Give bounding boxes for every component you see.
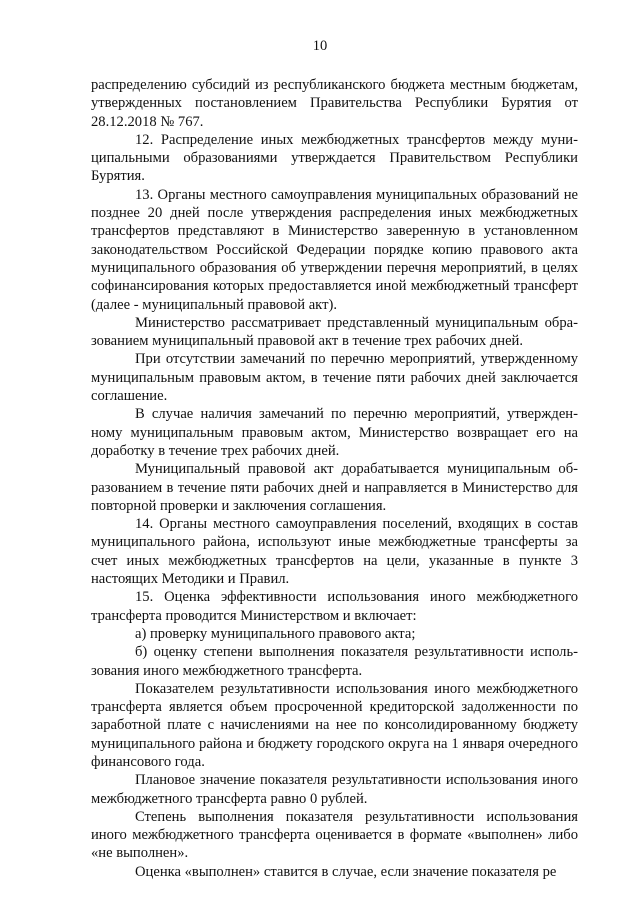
paragraph: В случае наличия замечаний по перечню мероприятий, утвержденному муниципальным правовым актом, Министерство возвращает его на доработку в течение трех рабочих дней. — [91, 406, 578, 459]
paragraph: Оценка «выполнен» ставится в случае, если значение показателя ре — [135, 863, 557, 880]
paragraph: Муниципальный правовой акт дорабатывается муниципальным образованием в течение пяти рабочих дней и направляется в Министерство для повторной проверки и заключения соглашения. — [91, 461, 578, 514]
paragraph: При отсутствии замечаний по перечню мероприятий, утвержденному муниципальным правовым актом, в течение пяти рабочих дней заключается соглашение. — [91, 351, 578, 405]
paragraph: Степень выполнения показателя результативности использования иного межбюджетного трансферта оценивается в формате «выполнен» либо «не выполнен». — [91, 808, 578, 862]
paragraph-item-15: 15. Оценка эффективности использования иного межбюджетного трансферта проводится Министерством и включает: — [91, 589, 578, 624]
list-item-a: а) проверку муниципального правового акта; — [135, 625, 416, 642]
page-number: 10 — [312, 38, 328, 54]
paragraph-continuation: распределению субсидий из республиканского бюджета местным бюджетам, утвержденных постановлением Правительства Республики Бурятия от 28.12.2018 № 767. — [91, 77, 578, 130]
paragraph: Министерство рассматривает представленный муниципальным образованием муниципальный правовой акт в течение трех рабочих дней. — [91, 314, 578, 350]
paragraph: Плановое значение показателя результативности использования иного межбюджетного трансферта равно 0 рублей. — [91, 772, 578, 807]
paragraph-item-14: 14. Органы местного самоуправления поселений, входящих в состав муниципального района, используют иные межбюджетные трансферты за счет иных межбюджетных трансфертов на цели, указанные в пункте 3 настоящих Методики и Правил. — [91, 516, 578, 588]
list-item-b: б) оценку степени выполнения показателя результативности использования иного межбюджетного трансферта. — [91, 644, 578, 679]
document-body — [91, 76, 578, 881]
paragraph: Показателем результативности использования иного межбюджетного трансферта является объем просроченной кредиторской задолженности по заработной плате с начислениями на нее по консолидированному бюджету муниципального района и бюджету городского округа на 1 января очередного финансового года. — [91, 680, 578, 770]
paragraph-item-13: 13. Органы местного самоуправления муниципальных образований не позднее 20 дней после утверждения распределения иных межбюджетных трансфертов представляют в Министерство заверенную в установленном законодательством Российской Федерации порядке копию правового акта муниципального образования об утверждении перечня мероприятий, в целях софинансирования которых предоставляется иной межбюджетный трансферт (далее - муниципальный правовой акт). — [91, 186, 578, 313]
paragraph-item-12: 12. Распределение иных межбюджетных трансфертов между муниципальными образованиями утверждается Правительством Республики Бурятия. — [91, 131, 578, 185]
